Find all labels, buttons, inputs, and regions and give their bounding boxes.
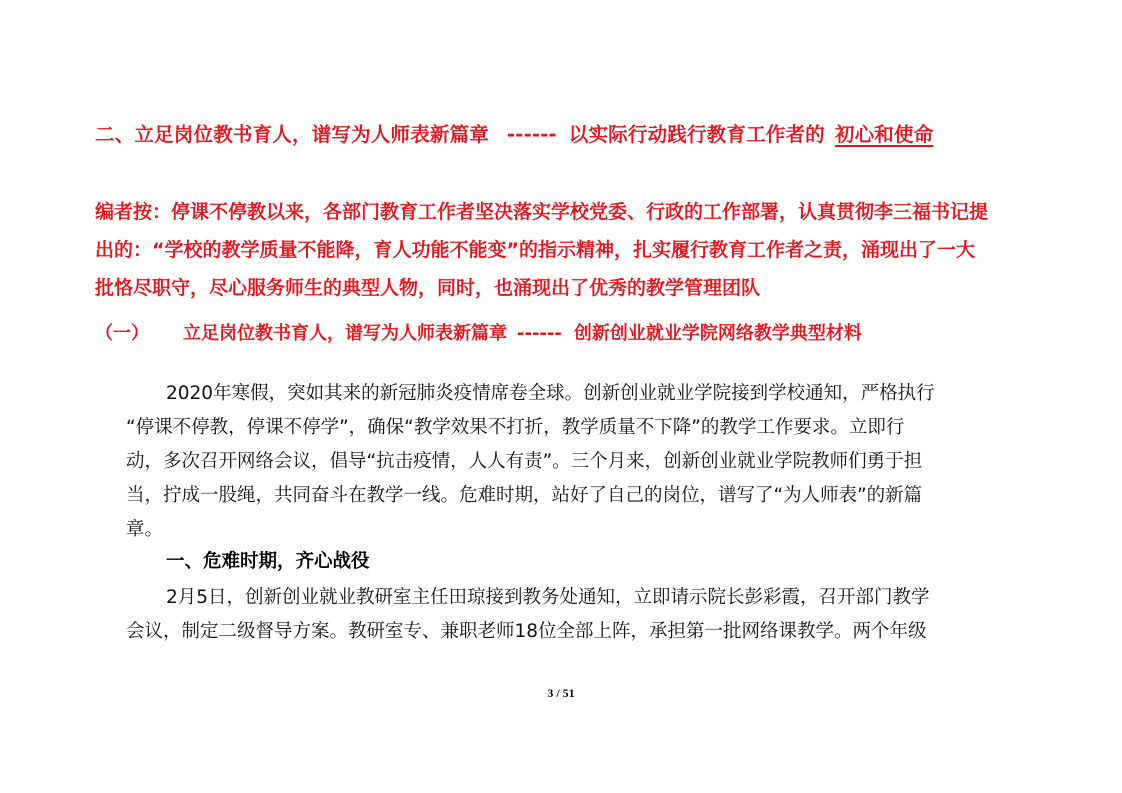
editor-note-line: 出的：“学校的教学质量不能降，育人功能不能变”的指示精神，扎实履行教育工作者之责，涌现出了一大	[95, 239, 975, 261]
paragraph-line: 动，多次召开网络会议，倡导“抗击疫情，人人有责”。三个月来，创新创业就业学院教师们勇于担	[126, 451, 923, 472]
paragraph-line: “停课不停教，停课不停学”，确保“教学效果不打折，教学质量不下降”的教学工作要求。立即行	[126, 417, 905, 438]
section-title-main: 二、立足岗位教书育人，谱写为人师表新篇章	[95, 123, 490, 146]
paragraph-line: 当，拧成一股绳，共同奋斗在教学一线。危难时期，站好了自己的岗位，谱写了“为人师表”的新篇	[126, 485, 923, 506]
section-title-dashes: ------	[507, 123, 557, 146]
section-title	[95, 119, 933, 147]
paragraph-line: 2020年寒假，突如其来的新冠肺炎疫情席卷全球。创新创业就业学院接到学校通知，严格执行	[166, 383, 935, 404]
body-paragraph-2	[126, 581, 930, 649]
editor-note-line: 批恪尽职守，尽心服务师生的典型人物，同时，也涌现出了优秀的教学管理团队	[95, 277, 761, 299]
subsection-text: 立足岗位教书育人，谱写为人师表新篇章	[183, 323, 507, 344]
sub-heading: 一、危难时期，齐心战役	[166, 551, 370, 572]
editor-note	[95, 193, 1035, 307]
subsection-number: （一）	[95, 323, 149, 344]
page-number: 3 / 51	[547, 686, 575, 700]
paragraph-line: 章。	[126, 519, 164, 540]
body-paragraph-1	[126, 377, 935, 547]
section-title-tail: 以实际行动践行教育工作者的	[568, 123, 825, 146]
subsection-dashes: ------	[517, 323, 562, 344]
paragraph-line: 2月5日，创新创业就业教研室主任田琼接到教务处通知，立即请示院长彭彩霞，召开部门教学	[166, 587, 930, 608]
paragraph-line: 会议，制定二级督导方案。教研室专、兼职老师18位全部上阵，承担第一批网络课教学。两个年级	[126, 621, 927, 642]
editor-note-line: 编者按：停课不停教以来，各部门教育工作者坚决落实学校党委、行政的工作部署，认真贯彻李三福书记提	[95, 201, 989, 223]
subsection-title	[95, 319, 862, 345]
section-title-underlined: 初心和使命	[834, 123, 934, 146]
subsection-tail: 创新创业就业学院网络教学典型材料	[573, 323, 862, 344]
